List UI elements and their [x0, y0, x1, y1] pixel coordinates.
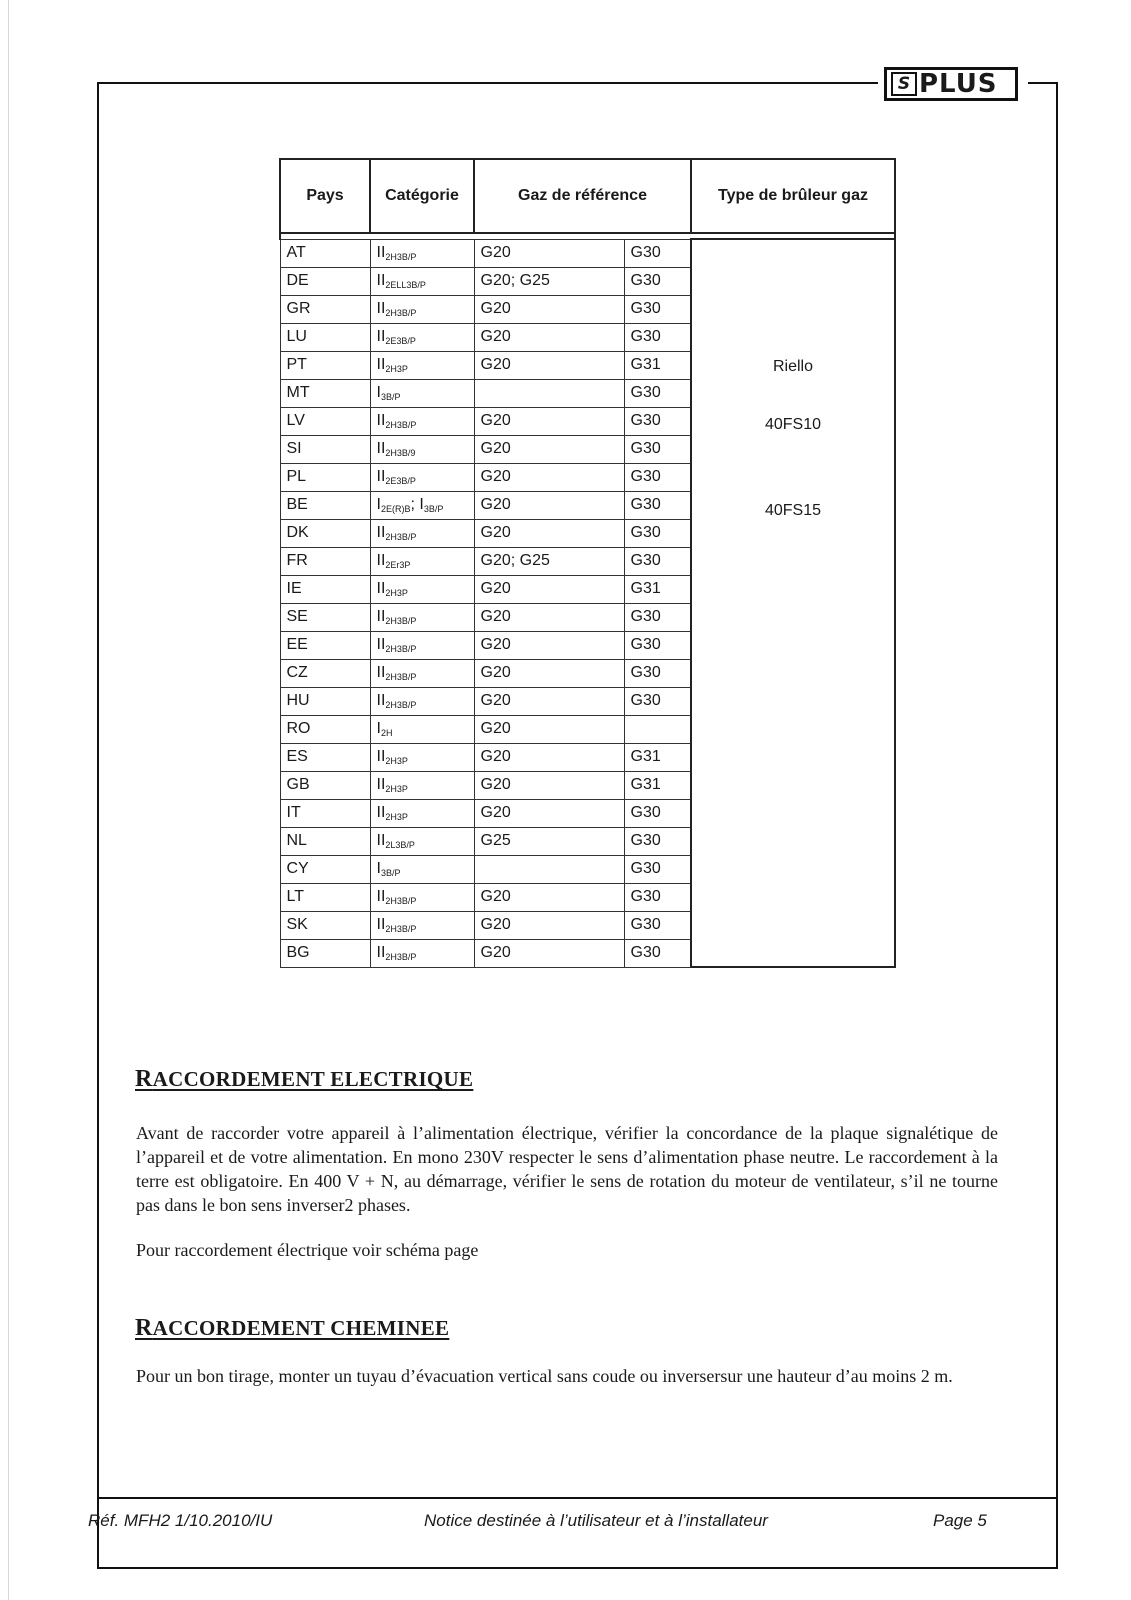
cell-gas-secondary: G30	[624, 855, 691, 883]
brand-logo	[878, 64, 1028, 106]
cell-country: LV	[280, 407, 370, 435]
cell-gas-primary: G20; G25	[474, 547, 624, 575]
cell-country: DK	[280, 519, 370, 547]
cell-gas-primary: G20	[474, 239, 624, 267]
cell-gas-secondary: G30	[624, 603, 691, 631]
cell-gas-primary: G20	[474, 939, 624, 967]
gas-category-table	[279, 158, 896, 968]
cell-category: $I_{2H}$	[370, 715, 474, 743]
cell-category: $II_{2Er3P}$	[370, 547, 474, 575]
cell-gas-secondary: G30	[624, 239, 691, 267]
cell-category: $II_{2ELL3B/P}$	[370, 267, 474, 295]
cell-gas-primary: G20	[474, 743, 624, 771]
cell-gas-secondary: G30	[624, 267, 691, 295]
header-burner: Type de brûleur gaz	[691, 159, 895, 233]
cell-category: $II_{2H3B/P}$	[370, 295, 474, 323]
cell-gas-primary: G20	[474, 575, 624, 603]
cell-category: $II_{2H3B/P}$	[370, 939, 474, 967]
cell-gas-secondary: G31	[624, 575, 691, 603]
cell-category: $II_{2E3B/P}$	[370, 463, 474, 491]
cell-gas-primary: G20	[474, 407, 624, 435]
electric-paragraph: Avant de raccorder votre appareil à l’alimentation électrique, vérifier la concordance de la plaque signalétique de l’appareil et de votre alimentation. En mono 230V respecter le sens d’alimentation phase neutre. Le raccordement à la terre est obligatoire. En 400 V + N, au démarrage, vérifier le sens de rotation du moteur de ventilateur, s’il ne tourne pas dans le bon sens inverser2 phases.	[136, 1123, 998, 1215]
cell-country: CY	[280, 855, 370, 883]
cell-gas-secondary: G30	[624, 827, 691, 855]
cell-category: $II_{2L3B/P}$	[370, 827, 474, 855]
burner-label: 40FS15	[764, 502, 822, 519]
cell-country: EE	[280, 631, 370, 659]
cell-gas-secondary: G30	[624, 659, 691, 687]
table-header-row	[280, 159, 895, 233]
cell-category: $II_{2H3P}$	[370, 575, 474, 603]
cell-gas-primary: G20	[474, 463, 624, 491]
cell-gas-secondary: G30	[624, 491, 691, 519]
cell-category: $II_{2H3B/P}$	[370, 407, 474, 435]
cell-country: FR	[280, 547, 370, 575]
cell-category: $II_{2H3B/9}$	[370, 435, 474, 463]
burner-label: Riello	[772, 358, 813, 375]
logo-box	[884, 67, 1018, 101]
footer-reference: Réf. MFH2 1/10.2010/IU	[88, 1511, 273, 1530]
cell-gas-primary: G25	[474, 827, 624, 855]
cell-country: DE	[280, 267, 370, 295]
cell-country: BE	[280, 491, 370, 519]
cell-country: CZ	[280, 659, 370, 687]
cell-category: $II_{2E3B/P}$	[370, 323, 474, 351]
cell-country: HU	[280, 687, 370, 715]
cell-gas-primary: G20	[474, 491, 624, 519]
cell-country: LT	[280, 883, 370, 911]
cell-gas-secondary: G30	[624, 435, 691, 463]
table-row	[280, 239, 895, 267]
cell-country: RO	[280, 715, 370, 743]
cell-category: $II_{2H3B/P}$	[370, 239, 474, 267]
section-title-electric: RACCORDEMENT ELECTRIQUE	[135, 1066, 474, 1092]
cell-country: LU	[280, 323, 370, 351]
cell-category: $II_{2H3B/P}$	[370, 603, 474, 631]
electric-diagram-reference: Pour raccordement électrique voir schéma page	[136, 1240, 479, 1260]
cell-country: ES	[280, 743, 370, 771]
cell-gas-secondary: G30	[624, 911, 691, 939]
cell-gas-secondary: G31	[624, 743, 691, 771]
cell-country: GB	[280, 771, 370, 799]
cell-category: $II_{2H3B/P}$	[370, 883, 474, 911]
cell-category: $II_{2H3P}$	[370, 351, 474, 379]
cell-gas-secondary: G30	[624, 799, 691, 827]
cell-gas-primary: G20	[474, 883, 624, 911]
cell-country: PL	[280, 463, 370, 491]
cell-gas-secondary: G31	[624, 351, 691, 379]
cell-gas-secondary: G30	[624, 631, 691, 659]
cell-category: $II_{2H3B/P}$	[370, 659, 474, 687]
cell-category: $II_{2H3B/P}$	[370, 519, 474, 547]
cell-gas-primary	[474, 379, 624, 407]
cell-gas-secondary: G30	[624, 407, 691, 435]
cell-country: SI	[280, 435, 370, 463]
cell-gas-primary	[474, 855, 624, 883]
cell-gas-secondary: G30	[624, 519, 691, 547]
cell-gas-secondary: G30	[624, 687, 691, 715]
cell-category: $II_{2H3P}$	[370, 799, 474, 827]
cell-gas-secondary: G30	[624, 463, 691, 491]
cell-gas-primary: G20	[474, 351, 624, 379]
cell-gas-primary: G20	[474, 435, 624, 463]
cell-country: GR	[280, 295, 370, 323]
cell-country: AT	[280, 239, 370, 267]
cell-gas-secondary: G30	[624, 883, 691, 911]
cell-category: $II_{2H3B/P}$	[370, 687, 474, 715]
cell-gas-primary: G20	[474, 687, 624, 715]
cell-gas-primary: G20	[474, 519, 624, 547]
cell-gas-secondary: G31	[624, 771, 691, 799]
cell-country: PT	[280, 351, 370, 379]
cell-country: IE	[280, 575, 370, 603]
scan-edge-line	[8, 0, 9, 1600]
cell-gas-secondary: G30	[624, 939, 691, 967]
cell-category: $II_{2H3P}$	[370, 771, 474, 799]
cell-gas-primary: G20	[474, 715, 624, 743]
header-country: Pays	[280, 159, 370, 233]
cell-country: SK	[280, 911, 370, 939]
footer-notice: Notice destinée à l’utilisateur et à l’installateur	[424, 1511, 768, 1530]
footer-page-number: Page 5	[933, 1511, 987, 1530]
cell-category: $I_{3B/P}$	[370, 379, 474, 407]
cell-gas-secondary	[624, 715, 691, 743]
chimney-paragraph: Pour un bon tirage, monter un tuyau d’évacuation vertical sans coude ou inversersur une hauteur d’au moins 2 m.	[136, 1366, 953, 1386]
cell-gas-primary: G20	[474, 771, 624, 799]
logo-mark-icon: S	[891, 72, 917, 96]
header-ref-gas: Gaz de référence	[474, 159, 691, 233]
cell-country: IT	[280, 799, 370, 827]
cell-country: BG	[280, 939, 370, 967]
cell-gas-primary: G20	[474, 659, 624, 687]
cell-gas-secondary: G30	[624, 379, 691, 407]
cell-gas-secondary: G30	[624, 323, 691, 351]
page-footer	[88, 1497, 1058, 1539]
cell-country: NL	[280, 827, 370, 855]
cell-gas-primary: G20	[474, 603, 624, 631]
cell-gas-primary: G20	[474, 799, 624, 827]
cell-category: $I_{3B/P}$	[370, 855, 474, 883]
cell-burner-type	[691, 239, 895, 967]
cell-gas-secondary: G30	[624, 295, 691, 323]
cell-category: $II_{2H3B/P}$	[370, 911, 474, 939]
cell-gas-primary: G20; G25	[474, 267, 624, 295]
table-body	[280, 233, 895, 967]
header-category: Catégorie	[370, 159, 474, 233]
cell-country: MT	[280, 379, 370, 407]
cell-category: $I_{2E(R)B}$; $I_{3B/P}$	[370, 491, 474, 519]
cell-gas-primary: G20	[474, 911, 624, 939]
cell-category: $II_{2H3P}$	[370, 743, 474, 771]
cell-gas-primary: G20	[474, 323, 624, 351]
burner-label: 40FS10	[764, 416, 822, 433]
cell-country: SE	[280, 603, 370, 631]
logo-text: PLUS	[919, 69, 998, 99]
cell-gas-secondary: G30	[624, 547, 691, 575]
section-title-chimney: RACCORDEMENT CHEMINEE	[135, 1315, 450, 1341]
cell-category: $II_{2H3B/P}$	[370, 631, 474, 659]
cell-gas-primary: G20	[474, 295, 624, 323]
cell-gas-primary: G20	[474, 631, 624, 659]
